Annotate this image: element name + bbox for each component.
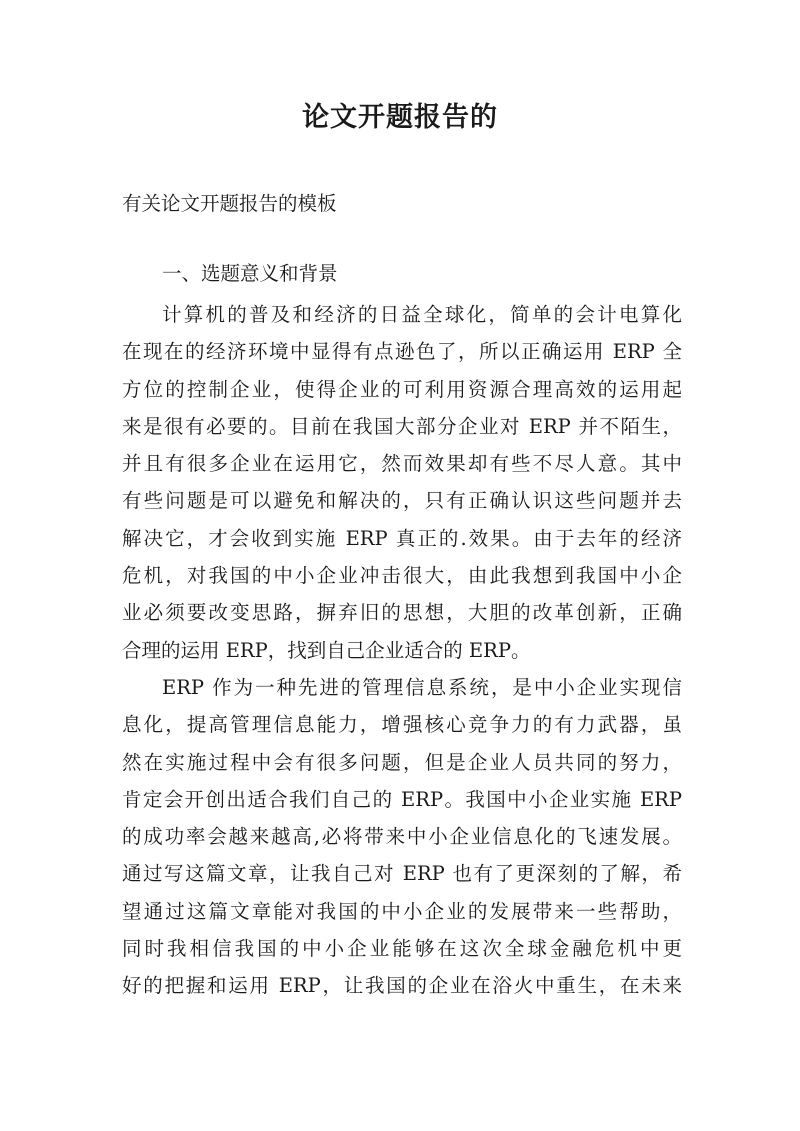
paragraph-line: 合理的运用 ERP，找到自己企业适合的 ERP。 xyxy=(122,638,531,662)
body-text xyxy=(122,296,682,1005)
paragraph-line: 方位的控制企业，使得企业的可利用资源合理高效的运用起 xyxy=(122,377,682,401)
paragraph-line: 并且有很多企业在运用它，然而效果却有些不尽人意。其中 xyxy=(122,452,682,476)
paragraph-line: ERP 作为一种先进的管理信息系统，是中小企业实现信 xyxy=(162,675,682,699)
document-subtitle: 有关论文开题报告的模板 xyxy=(122,192,337,215)
paragraph-line: 危机，对我国的中小企业冲击很大，由此我想到我国中小企 xyxy=(122,564,682,588)
paragraph-line: 同时我相信我国的中小企业能够在这次全球金融危机中更 xyxy=(122,937,682,961)
paragraph-line: 肯定会开创出适合我们自己的 ERP。我国中小企业实施 ERP xyxy=(122,787,682,811)
paragraph-line: 息化，提高管理信息能力，增强核心竞争力的有力武器，虽 xyxy=(122,713,682,737)
paragraph-line: 的成功率会越来越高,必将带来中小企业信息化的飞速发展。 xyxy=(122,825,682,849)
paragraph-line: 业必须要改变思路，摒弃旧的思想，大胆的改革创新，正确 xyxy=(122,601,682,625)
paragraph-line: 来是很有必要的。目前在我国大部分企业对 ERP 并不陌生， xyxy=(122,414,682,438)
paragraph-line: 有些问题是可以避免和解决的，只有正确认识这些问题并去 xyxy=(122,489,682,513)
paragraph-line: 通过写这篇文章，让我自己对 ERP 也有了更深刻的了解，希 xyxy=(122,862,682,886)
section-heading: 一、选题意义和背景 xyxy=(162,262,338,285)
document-title: 论文开题报告的 xyxy=(302,102,498,133)
paragraph-line: 计算机的普及和经济的日益全球化，简单的会计电算化 xyxy=(162,303,682,326)
paragraph-line: 望通过这篇文章能对我国的中小企业的发展带来一些帮助， xyxy=(122,899,682,923)
paragraph-line: 然在实施过程中会有很多问题，但是企业人员共同的努力， xyxy=(122,750,682,774)
paragraph-line: 解决它，才会收到实施 ERP 真正的.效果。由于去年的经济 xyxy=(122,526,682,550)
paragraph-line: 好的把握和运用 ERP，让我国的企业在浴火中重生，在未来 xyxy=(122,974,682,998)
paragraph-line: 在现在的经济环境中显得有点逊色了，所以正确运用 ERP 全 xyxy=(122,340,682,364)
